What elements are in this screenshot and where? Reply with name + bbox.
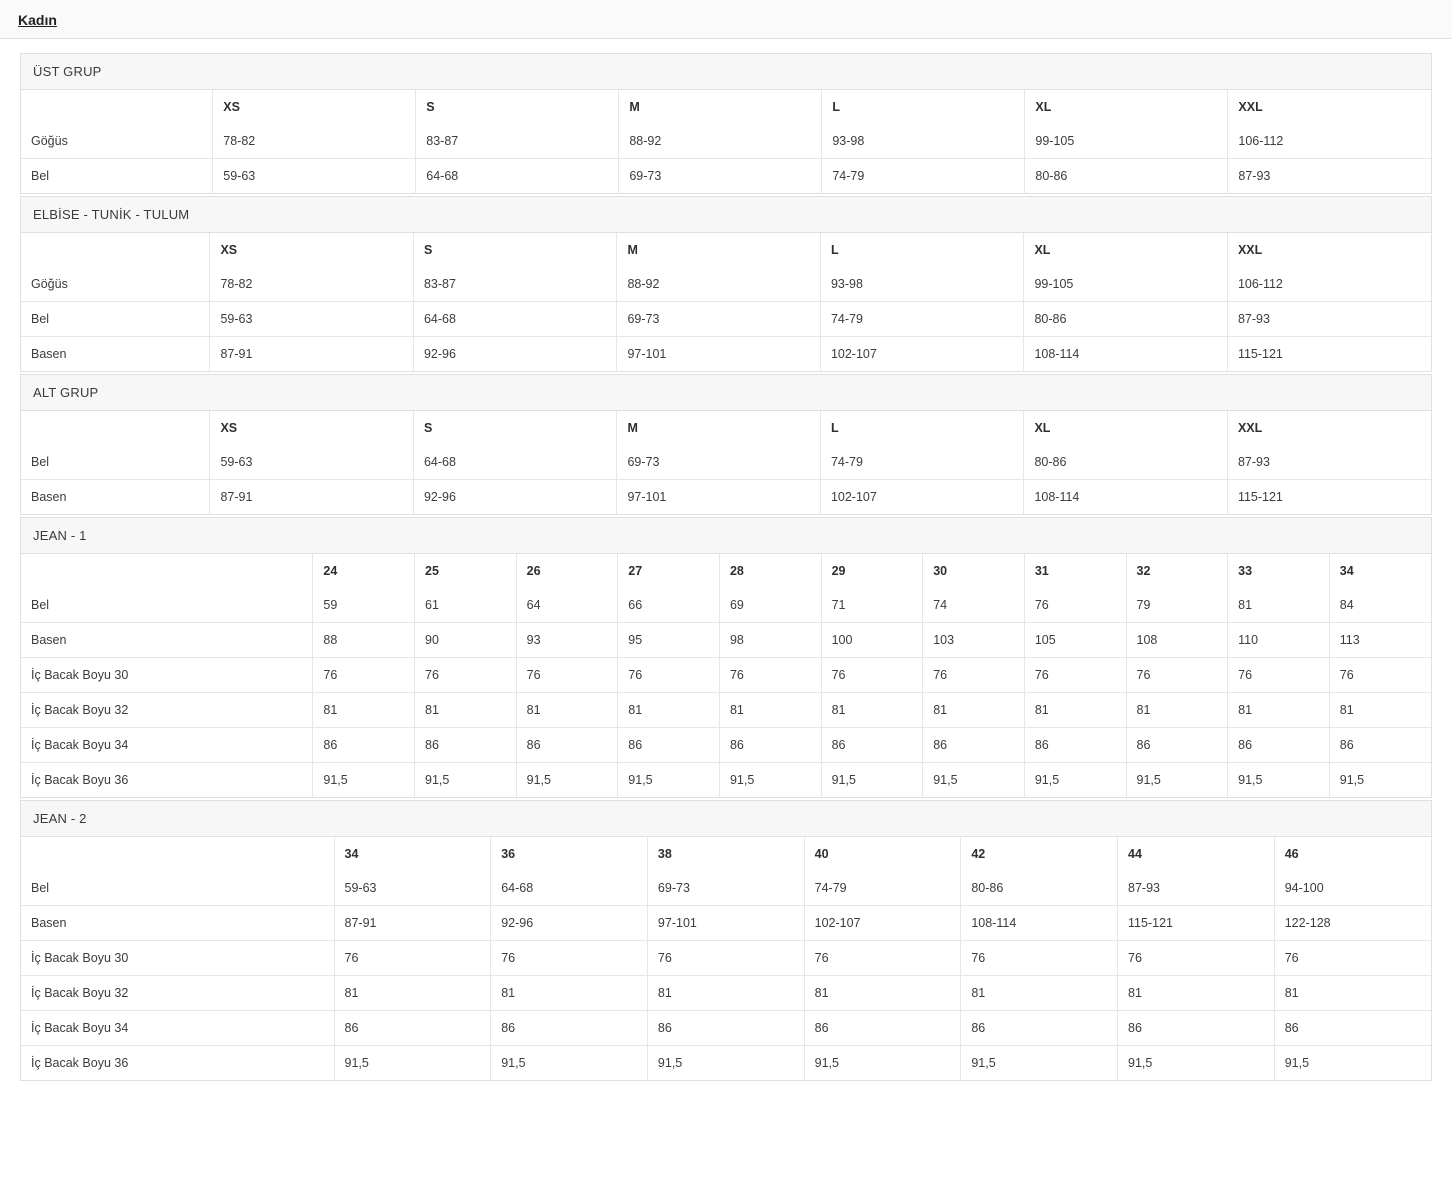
measurement-cell: 76 (1329, 658, 1431, 693)
panel-heading: JEAN - 1 (21, 518, 1431, 554)
measurement-cell: 93-98 (820, 267, 1024, 302)
measurement-cell: 103 (923, 623, 1025, 658)
table-header-row (21, 90, 1431, 124)
measurement-cell: 76 (1274, 941, 1431, 976)
column-header: 46 (1284, 847, 1299, 861)
measurement-cell: 91,5 (516, 763, 618, 798)
row-label: Bel (21, 871, 334, 906)
measurement-cell: 108-114 (1024, 337, 1228, 372)
measurement-cell: 86 (516, 728, 618, 763)
column-header: 33 (1228, 554, 1330, 588)
table-corner-cell (21, 90, 213, 124)
measurement-cell: 87-93 (1227, 302, 1431, 337)
table-corner-cell (21, 837, 334, 871)
measurement-cell: 81 (516, 693, 618, 728)
column-header: S (413, 411, 617, 445)
table-row (21, 1046, 1431, 1081)
row-label: Bel (21, 445, 210, 480)
measurement-cell: 83-87 (413, 267, 617, 302)
column-header: XS (213, 90, 416, 124)
column-header: L (820, 233, 1024, 267)
column-header: 28 (719, 554, 821, 588)
measurement-cell: 86 (719, 728, 821, 763)
measurement-cell: 86 (1024, 728, 1126, 763)
measurement-cell: 78-82 (210, 267, 414, 302)
size-panel-jean-2 (20, 800, 1432, 1081)
measurement-cell: 59 (313, 588, 415, 623)
measurement-cell: 86 (1329, 728, 1431, 763)
column-header: 25 (415, 554, 517, 588)
panel-heading: ÜST GRUP (21, 54, 1431, 90)
measurement-cell: 64-68 (413, 445, 617, 480)
measurement-cell: 69-73 (619, 159, 822, 194)
row-label: İç Bacak Boyu 32 (21, 976, 334, 1011)
measurement-cell: 81 (1329, 693, 1431, 728)
measurement-cell: 87-93 (1238, 169, 1271, 183)
measurement-cell: 69-73 (617, 445, 821, 480)
measurement-cell: 88-92 (617, 267, 821, 302)
measurement-cell: 91,5 (1228, 763, 1330, 798)
measurement-cell: 115-121 (1237, 490, 1283, 504)
column-header: XL (1024, 411, 1228, 445)
measurement-cell: 76 (1228, 658, 1330, 693)
measurement-cell: 102-107 (804, 906, 961, 941)
size-table-ust-grup (21, 90, 1431, 193)
measurement-cell: 64-68 (416, 159, 619, 194)
measurement-cell: 81 (1228, 693, 1330, 728)
column-header: 34 (334, 837, 491, 871)
table-row (21, 728, 1431, 763)
measurement-cell: 115-121 (1237, 347, 1283, 361)
row-label: İç Bacak Boyu 30 (21, 658, 313, 693)
measurement-cell: 78-82 (213, 124, 416, 159)
measurement-cell: 91,5 (821, 763, 923, 798)
column-header: 26 (516, 554, 618, 588)
measurement-cell: 64-68 (413, 302, 617, 337)
measurement-cell: 93 (516, 623, 618, 658)
measurement-cell: 102-107 (820, 480, 1024, 515)
size-panel-alt-grup (20, 374, 1432, 515)
table-row (21, 941, 1431, 976)
row-label: Basen (21, 906, 334, 941)
measurement-cell: 88 (313, 623, 415, 658)
column-header: XL (1025, 90, 1228, 124)
column-header: 34 (1339, 564, 1354, 578)
measurement-cell: 86 (1118, 1011, 1275, 1046)
size-panel-jean-1 (20, 517, 1432, 798)
measurement-cell: 76 (804, 941, 961, 976)
column-header: S (416, 90, 619, 124)
measurement-cell: 81 (1274, 976, 1431, 1011)
measurement-cell: 80-86 (961, 871, 1118, 906)
table-header-row (21, 837, 1431, 871)
table-row (21, 623, 1431, 658)
measurement-cell: 88-92 (619, 124, 822, 159)
measurement-cell: 90 (415, 623, 517, 658)
measurement-cell: 59-63 (210, 445, 414, 480)
measurement-cell: 59-63 (334, 871, 491, 906)
row-label: Göğüs (21, 124, 213, 159)
measurement-cell: 69-73 (647, 871, 804, 906)
measurement-cell: 110 (1228, 623, 1330, 658)
column-header: 38 (647, 837, 804, 871)
column-header: M (617, 233, 821, 267)
table-row (21, 480, 1431, 515)
row-label: İç Bacak Boyu 36 (21, 1046, 334, 1081)
measurement-cell: 91,5 (1118, 1046, 1275, 1081)
measurement-cell: 92-96 (413, 480, 617, 515)
column-header: XXL (1238, 100, 1263, 114)
row-label: Bel (21, 302, 210, 337)
column-header: M (619, 90, 822, 124)
measurement-cell: 76 (313, 658, 415, 693)
measurement-cell: 99-105 (1025, 124, 1228, 159)
measurement-cell: 66 (618, 588, 720, 623)
measurement-cell: 105 (1024, 623, 1126, 658)
measurement-cell: 86 (923, 728, 1025, 763)
measurement-cell: 86 (821, 728, 923, 763)
table-corner-cell (21, 233, 210, 267)
column-header: 30 (923, 554, 1025, 588)
table-corner-cell (21, 554, 313, 588)
measurement-cell: 83-87 (416, 124, 619, 159)
measurement-cell: 59-63 (210, 302, 414, 337)
column-header: 24 (313, 554, 415, 588)
measurement-cell: 81 (618, 693, 720, 728)
measurement-cell: 86 (1228, 728, 1330, 763)
measurement-cell: 91,5 (1339, 773, 1365, 787)
row-label: İç Bacak Boyu 34 (21, 728, 313, 763)
measurement-cell: 94-100 (1274, 871, 1431, 906)
measurement-cell: 91,5 (804, 1046, 961, 1081)
table-header-row (21, 411, 1431, 445)
table-corner-cell (21, 411, 210, 445)
row-label: Göğüs (21, 267, 210, 302)
measurement-cell: 98 (719, 623, 821, 658)
measurement-cell: 91,5 (618, 763, 720, 798)
column-header: M (617, 411, 821, 445)
measurement-cell: 86 (1126, 728, 1228, 763)
measurement-cell: 97-101 (617, 337, 821, 372)
table-row (21, 159, 1431, 194)
measurement-cell: 64 (516, 588, 618, 623)
measurement-cell: 86 (334, 1011, 491, 1046)
measurement-cell: 106-112 (1228, 124, 1431, 159)
measurement-cell: 69 (719, 588, 821, 623)
measurement-cell: 76 (415, 658, 517, 693)
table-row (21, 302, 1431, 337)
page-header (0, 0, 1452, 39)
measurement-cell: 81 (821, 693, 923, 728)
measurement-cell: 91,5 (415, 763, 517, 798)
column-header: XL (1024, 233, 1228, 267)
row-label: İç Bacak Boyu 30 (21, 941, 334, 976)
measurement-cell: 81 (1126, 693, 1228, 728)
measurement-cell: 86 (804, 1011, 961, 1046)
measurement-cell: 91,5 (334, 1046, 491, 1081)
row-label: İç Bacak Boyu 34 (21, 1011, 334, 1046)
measurement-cell: 87-93 (1227, 445, 1431, 480)
measurement-cell: 76 (491, 941, 648, 976)
table-row (21, 588, 1431, 623)
column-header: 40 (804, 837, 961, 871)
measurement-cell: 80-86 (1024, 302, 1228, 337)
panel-heading: ELBİSE - TUNİK - TULUM (21, 197, 1431, 233)
measurement-cell: 81 (647, 976, 804, 1011)
measurement-cell: 81 (719, 693, 821, 728)
measurement-cell: 108 (1126, 623, 1228, 658)
size-tables-container (20, 53, 1432, 1081)
size-table-jean-2 (21, 837, 1431, 1080)
measurement-cell: 80-86 (1025, 159, 1228, 194)
measurement-cell: 95 (618, 623, 720, 658)
table-row (21, 124, 1431, 159)
measurement-cell: 86 (618, 728, 720, 763)
column-header: XXL (1237, 421, 1263, 435)
table-row (21, 693, 1431, 728)
measurement-cell: 76 (516, 658, 618, 693)
measurement-cell: 92-96 (491, 906, 648, 941)
column-header: 42 (961, 837, 1118, 871)
measurement-cell: 91,5 (313, 763, 415, 798)
column-header: 27 (618, 554, 720, 588)
row-label: Basen (21, 480, 210, 515)
table-header-row (21, 554, 1431, 588)
measurement-cell: 76 (821, 658, 923, 693)
measurement-cell: 106-112 (1227, 267, 1431, 302)
measurement-cell: 81 (961, 976, 1118, 1011)
measurement-cell: 81 (1228, 588, 1330, 623)
measurement-cell: 99-105 (1024, 267, 1228, 302)
table-row (21, 976, 1431, 1011)
measurement-cell: 86 (961, 1011, 1118, 1046)
measurement-cell: 108-114 (1024, 480, 1228, 515)
column-header: 32 (1126, 554, 1228, 588)
column-header: 29 (821, 554, 923, 588)
column-header: 44 (1118, 837, 1275, 871)
size-panel-elbise-tunik-tulum (20, 196, 1432, 372)
measurement-cell: 81 (334, 976, 491, 1011)
measurement-cell: 76 (923, 658, 1025, 693)
measurement-cell: 76 (334, 941, 491, 976)
measurement-cell: 93-98 (822, 124, 1025, 159)
measurement-cell: 86 (313, 728, 415, 763)
measurement-cell: 76 (1126, 658, 1228, 693)
size-guide-content (0, 39, 1452, 1103)
measurement-cell: 59-63 (213, 159, 416, 194)
measurement-cell: 91,5 (491, 1046, 648, 1081)
table-row (21, 871, 1431, 906)
measurement-cell: 61 (415, 588, 517, 623)
measurement-cell: 113 (1329, 623, 1431, 658)
table-row (21, 267, 1431, 302)
column-header: XS (210, 411, 414, 445)
measurement-cell: 87-91 (210, 337, 414, 372)
measurement-cell: 81 (415, 693, 517, 728)
column-header: 36 (491, 837, 648, 871)
measurement-cell: 86 (647, 1011, 804, 1046)
measurement-cell: 74-79 (804, 871, 961, 906)
measurement-cell: 81 (313, 693, 415, 728)
measurement-cell: 81 (923, 693, 1025, 728)
table-row (21, 658, 1431, 693)
measurement-cell: 64-68 (491, 871, 648, 906)
row-label: Basen (21, 337, 210, 372)
column-header: L (820, 411, 1024, 445)
measurement-cell: 87-93 (1118, 871, 1275, 906)
measurement-cell: 91,5 (647, 1046, 804, 1081)
measurement-cell: 115-121 (1118, 906, 1275, 941)
measurement-cell: 91,5 (1024, 763, 1126, 798)
measurement-cell: 69-73 (617, 302, 821, 337)
measurement-cell: 80-86 (1024, 445, 1228, 480)
row-label: Bel (21, 159, 213, 194)
row-label: İç Bacak Boyu 36 (21, 763, 313, 798)
measurement-cell: 84 (1329, 588, 1431, 623)
measurement-cell: 108-114 (961, 906, 1118, 941)
measurement-cell: 122-128 (1274, 906, 1431, 941)
table-row (21, 445, 1431, 480)
measurement-cell: 76 (719, 658, 821, 693)
column-header: L (822, 90, 1025, 124)
table-header-row (21, 233, 1431, 267)
size-panel-ust-grup (20, 53, 1432, 194)
measurement-cell: 76 (1024, 588, 1126, 623)
measurement-cell: 81 (804, 976, 961, 1011)
measurement-cell: 74-79 (822, 159, 1025, 194)
page-title: Kadın (18, 12, 57, 28)
panel-heading: ALT GRUP (21, 375, 1431, 411)
measurement-cell: 86 (415, 728, 517, 763)
table-row (21, 906, 1431, 941)
table-row (21, 1011, 1431, 1046)
measurement-cell: 91,5 (923, 763, 1025, 798)
column-header: 31 (1024, 554, 1126, 588)
measurement-cell: 81 (1024, 693, 1126, 728)
measurement-cell: 79 (1126, 588, 1228, 623)
measurement-cell: 102-107 (820, 337, 1024, 372)
column-header: XS (210, 233, 414, 267)
measurement-cell: 97-101 (617, 480, 821, 515)
measurement-cell: 86 (1274, 1011, 1431, 1046)
measurement-cell: 97-101 (647, 906, 804, 941)
table-row (21, 763, 1431, 798)
panel-heading: JEAN - 2 (21, 801, 1431, 837)
row-label: İç Bacak Boyu 32 (21, 693, 313, 728)
measurement-cell: 76 (618, 658, 720, 693)
size-table-elbise-tunik-tulum (21, 233, 1431, 371)
measurement-cell: 81 (491, 976, 648, 1011)
measurement-cell: 74-79 (820, 302, 1024, 337)
measurement-cell: 76 (1024, 658, 1126, 693)
measurement-cell: 74-79 (820, 445, 1024, 480)
size-table-jean-1 (21, 554, 1431, 797)
measurement-cell: 76 (647, 941, 804, 976)
measurement-cell: 92-96 (413, 337, 617, 372)
measurement-cell: 81 (1118, 976, 1275, 1011)
table-row (21, 337, 1431, 372)
measurement-cell: 91,5 (719, 763, 821, 798)
measurement-cell: 86 (491, 1011, 648, 1046)
column-header: XXL (1237, 243, 1263, 257)
measurement-cell: 100 (821, 623, 923, 658)
size-table-alt-grup (21, 411, 1431, 514)
measurement-cell: 76 (1118, 941, 1275, 976)
measurement-cell: 76 (961, 941, 1118, 976)
row-label: Bel (21, 588, 313, 623)
measurement-cell: 74 (923, 588, 1025, 623)
measurement-cell: 91,5 (1126, 763, 1228, 798)
measurement-cell: 91,5 (1284, 1056, 1310, 1070)
column-header: S (413, 233, 617, 267)
measurement-cell: 87-91 (210, 480, 414, 515)
row-label: Basen (21, 623, 313, 658)
measurement-cell: 71 (821, 588, 923, 623)
measurement-cell: 87-91 (334, 906, 491, 941)
measurement-cell: 91,5 (961, 1046, 1118, 1081)
